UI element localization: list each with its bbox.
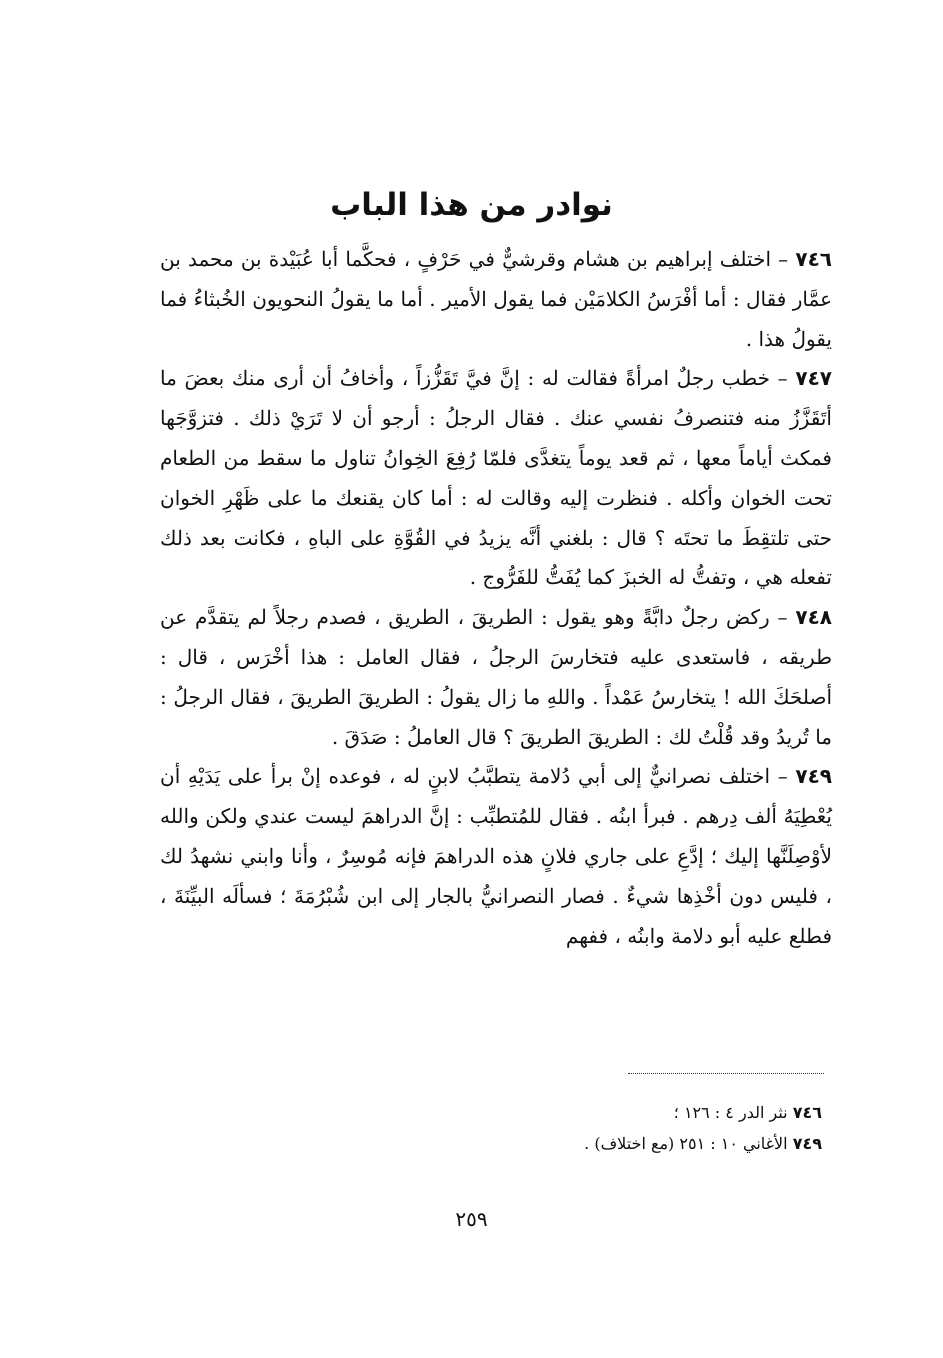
footnote-number: ٧٤٩ xyxy=(792,1134,822,1153)
paragraph-number: ٧٤٨ xyxy=(795,605,832,630)
footnotes xyxy=(400,1097,822,1159)
paragraph-text: – اختلف نصرانيٌّ إلى أبي دُلامة يتطبَّبُ لابنٍ له ، فوعده إنْ برأ على يَدَيْهِ أن يُعْطِيَهُ ألف دِرهم . فبرأ ابنُه . فقال للمُتطبِّب : إنَّ الدراهمَ ليست عندي ولكن والله لأوْصِلَنَّها إليك ؛ إدَّعِ على جاري فلانٍ هذه الدراهمَ فإنه مُوسِرٌ ، وأنا وابني نشهدُ لك ، فليس دون أخْذِها شيءٌ . فصار النصرانيُّ بالجار إلى ابن شُبْرُمَةَ ؛ فسألَه البيِّنَةَ ، فطلع عليه أبو دلامة وابنُه ، ففهم xyxy=(160,764,832,948)
footnote-text: الأغاني ١٠ : ٢٥١ (مع اختلاف) . xyxy=(584,1134,788,1153)
page-title: نوادر من هذا الباب xyxy=(330,186,613,223)
paragraph-747 xyxy=(160,359,832,598)
footnote-749 xyxy=(400,1128,822,1159)
footnote-separator xyxy=(628,1073,824,1074)
paragraph-748 xyxy=(160,598,832,757)
main-text xyxy=(160,240,832,956)
paragraph-number: ٧٤٩ xyxy=(795,764,833,789)
paragraph-text: – ركض رجلٌ دابَّةً وهو يقول : الطريقَ ، الطريق ، فصدم رجلاً لم يتقدَّم عن طريقه ، فاستعدى عليه فتخارسَ الرجلُ ، فقال العامل : هذا أخْرَس ، قال : أصلحَكَ الله ! يتخارسُ عَمْداً . واللهِ ما زال يقولُ : الطريقَ الطريقَ ، فقال الرجلُ : ما تُريدُ وقد قُلْتُ لك : الطريقَ الطريقَ ؟ قال العاملُ : صَدَقَ . xyxy=(160,605,832,749)
paragraph-text: – اختلف إبراهيم بن هشام وقرشيٌّ في حَرْفٍ ، فحكَّما أبا عُبَيْدة بن محمد بن عمَّار فقال : أما أفْرَسُ الكلامَيْن فما يقول الأمير . أما ما يقولُ النحويون الخُبثاءُ فما يقولُ هذا . xyxy=(160,247,833,351)
footnote-text: نثر الدر ٤ : ١٢٦ ؛ xyxy=(673,1103,788,1122)
paragraph-number: ٧٤٦ xyxy=(795,247,832,271)
footnote-746 xyxy=(400,1097,822,1128)
page-number: ٢٥٩ xyxy=(455,1207,488,1231)
footnote-number: ٧٤٦ xyxy=(792,1103,822,1122)
paragraph-text: – خطب رجلٌ امرأةً فقالت له : إنَّ فيَّ تَقَزُّزاً ، وأخافُ أن أرى منك بعضَ ما أتَقَزَّزُ منه فتنصرفُ نفسي عنك . فقال الرجلُ : أرجو أن لا تَرَيْ ذلك . فتزوَّجَها فمكث أياماً معها ، ثم قعد يوماً يتغدَّى فلمّا رُفِعَ الخِوانُ تناول ما سقط من الطعام تحت الخوان وأكله . فنظرت إليه وقالت له : أما كان يقنعك ما على ظَهْرِ الخوان حتى تلتقِطَ ما تحتَه ؟ قال : بلغني أنَّه يزيدُ في القُوَّةِ على الباهِ ، فكانت بعد ذلك تفعله هي ، وتفتُّ له الخبزَ كما يُفَتُّ للفَرُّوج . xyxy=(160,366,832,590)
paragraph-749 xyxy=(160,757,832,956)
paragraph-746 xyxy=(160,240,832,359)
paragraph-number: ٧٤٧ xyxy=(795,366,832,391)
